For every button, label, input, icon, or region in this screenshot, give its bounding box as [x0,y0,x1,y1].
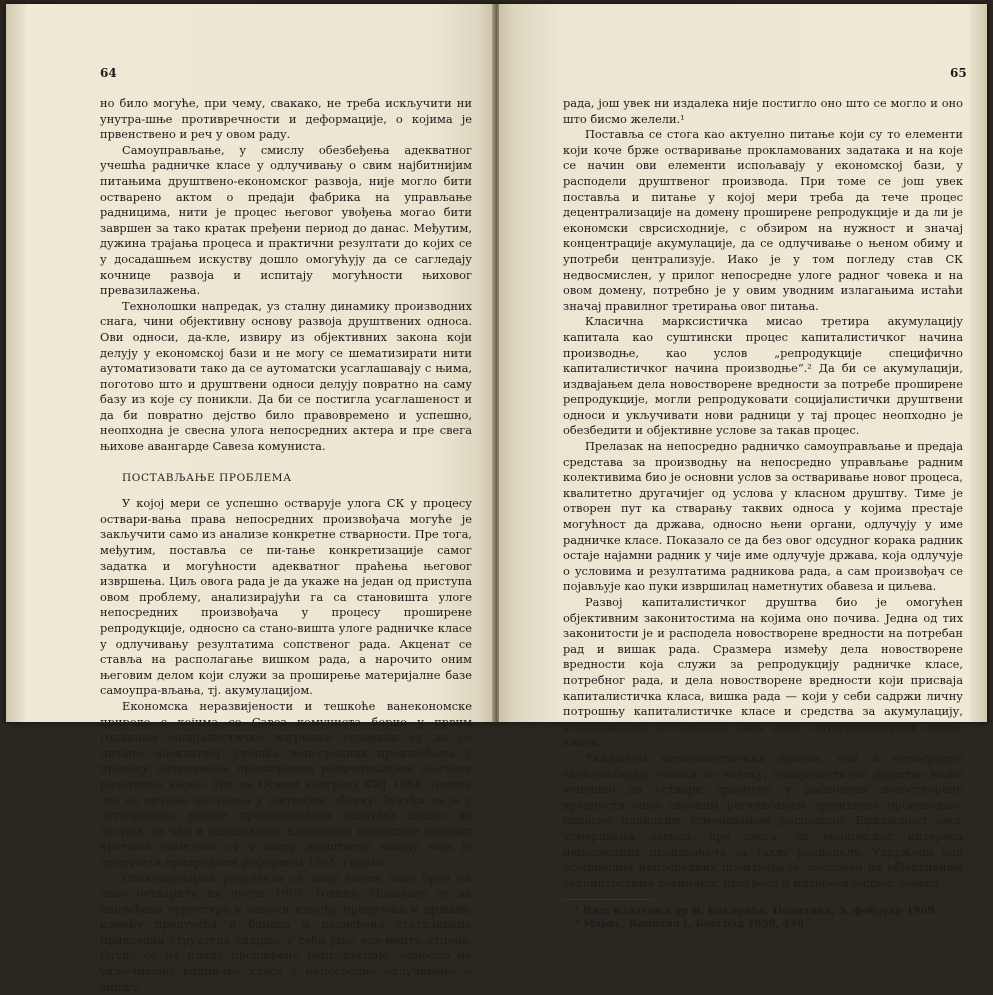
paragraph: Класична марксистичка мисао третира акумулацију капитала као суштински процес капиталистичког начина производње, као услов „репродукције специфично капиталистичког начина производње“.² Да би се акумулацији, издвајањем дела новостворене вредности за потребе проширене репродукције, могли репродуковати социјалистички друштвени односи и укључивати нови радници у тај процес неопходно је обезбедити и објективне услове за такав процес. [563,314,963,439]
page-number: 65 [950,66,967,82]
footnote: ² Маркс, Капитал I, Београд 1958, 450. [563,918,963,931]
text-column [563,96,963,931]
section-heading: ПОСТАВЉАЊЕ ПРОБЛЕМА [122,471,472,487]
paragraph: но било могуће, при чему, свакако, не треба искључити ни унутра-шње противречности и деформације, о којима је првенствено и реч у овом раду. [100,96,472,143]
page-edge [969,4,987,722]
paragraph: Прелазак на непосредно радничко самоуправљање и предаја средстава за производњу на непосредно управљање радним колективима био је основни услов за остваривање новог процеса, квалитетно другачијег од услова у класном друштву. Тиме је отворен пут ка стварању таквих односа у којима престаје могућност да држава, односно њени органи, одлучују у име радничке класе. Показало се да без овог одсудног корака радник остаје најамни радник у чије име одлучује држава, која одлучује о условима и резултатима радникова рада, а сам произвођач се појављује као пуки извршилац наметнутих обавеза и циљева. [563,439,963,595]
text-column [100,96,472,995]
paragraph: У којој мери се успешно остварује улога СК у процесу оствари-вања права непосредних произвођача могуће је закључити само из анализе конкретне стварности. Пре тога, међутим, поставља се пи-тање конкретизације самог задатка и могућности адекватног праћења његовог извршења. Циљ овога рада је да укаже на један од приступа овом проблему, анализирајући га са становишта улоге непосредних произвођача у процесу проширене репродукције, односно са стано-вишта улоге радничке класе у одлучивању резултатима сопственог рада. Акценат се ставља на располагање вишком рада, а нарочито оним његовим делом који служи за проширење материјалне базе самоупра-вљања, тј. акумулацијом. [100,496,472,699]
footnote: ¹ Вид: излагања др В. Бакарића, Политика, 5. фебруар 1969. [563,905,963,918]
paragraph: Самоуправљање, у смислу обезбеђења адекватног учешћа радничке класе у одлучивању о свим најбитнијим питањима друштвено-економског развоја, није могло бити остварено актом о предаји фабрика на управљање радницима, нити је процес његовог увођења могао бити завршен за тако кратак пређени период до данас. Међутим, дужина трајања процеса и практични резултати до којих се у досадашњем искуству дошло омогућују да се сагледају кочнице развоја и испитају могућности њиховог превазилажења. [100,143,472,299]
paragraph: Развој капиталистичког друштва био је омогућен објективним законитостима на којима оно почива. Једна од тих законитости је и расподела новостворене вредности на потребан рад и вишак рада. Сразмера између дела новостворене вредности која служи за репродукцију радничке класе, потребног рада, и дела новостворене вредности који присваја капиталистичка класа, вишка рада — који у себи садржи личну потрошњу капиталистичке класе и средства за акумулацију, успостављена је односом ових двеју антагонистичких снага, класа. [563,595,963,751]
paragraph: рада, још увек ни издалека није постигло оно што се могло и оно што бисмо желели.¹ [563,96,963,127]
paragraph: Укидањем антагонистичких односа, али и непосредне експлоатације човека по човеку, социјалистичко друштво може успешно да оствари сразмеру у расподели новостворене вредности само свесним регулисањем друштвене производње, односно планским усмеравањем расподеле. Ефикасност овог усмеравања зависи, пре свега, од економског интереса непосредних произвођача за такву расподелу. Удружени рад асоцијација непосредних произвођача, заснован на објективним законитостима техничког прогреса и интереса радног човека [563,751,963,891]
paragraph: Технолошки напредак, уз сталну динамику производних снага, чини објективну основу развоја друштвених односа. Ови односи, да-кле, извиру из објективних закона који делују у економској бази и не могу се шематизирати нити аутоматизовати тако да се аутоматски усаглашавају с њима, поготово што и друштвени односи делују повратно на саму базу из које су поникли. Да би се постигла усаглашеност и да би повратно дејство било правовремено и успешно, неопходна је свесна улога непосредних актера и пре свега њихове авангарде Савеза комуниста. [100,299,472,455]
paragraph: Постављa се стога као актуелно питање који су то елементи који коче брже остваривање прокламованих задатака и на које се начин ови елементи испољавају у економској бази, у расподели друштвеног производа. При томе се још увек поставља и питање у којој мери треба да тече процес децентрализације на домену проширене репродукције и да ли је економски сврсисходније, с обзиром на нужност и значај концентрације акумулације, да се одлучивање о њеном обиму и употреби централизује. Иако је у том погледу став СК недвосмислен, у прилог непосредне улоге радног човека и на овом домену, потребно је у овим уводним излагањима истаћи значај правилног третирања овог питања. [563,127,963,314]
right-page [499,4,987,722]
page-edge [6,4,26,722]
footnote-rule [563,899,653,900]
page-number: 64 [100,66,117,82]
paragraph: Спектакуларни резултати се нису могли тако брзо ни лако остварити ни после 1965. године. Показало се да наслеђена структура и односи између предузећа и државе, између предузећа и банака и наслеђена етатизирана привредна структура садрже у себи јаке еле-менте отпора. Отуда се на плану проширене репродукције, односно на укључивању радничке класе у непосредно одлучивање о вишку [100,871,472,995]
open-book [6,4,987,722]
left-page [6,4,494,722]
paragraph: Економска неразвијености и тешкоће ванекономске природе с којима се Савез комуниста борио у првим годинама социјалистичке изградње условили су да се питање адекватног учешћа непосредних произвођача у процесу одлучивања проширеном репродукцијом по-стави релативно касно. Тек на Осмом конгресу СКЈ 1964. године ово се питање поставља у оштријем облику, будући да је у остваривању раније прокламованих задатака дошло до застоја, па чак и назадовања. Економске последице оваквих кретања наметале су у ширу друштвену акцију која је предузета привредном реформом 1965. године. [100,699,472,871]
